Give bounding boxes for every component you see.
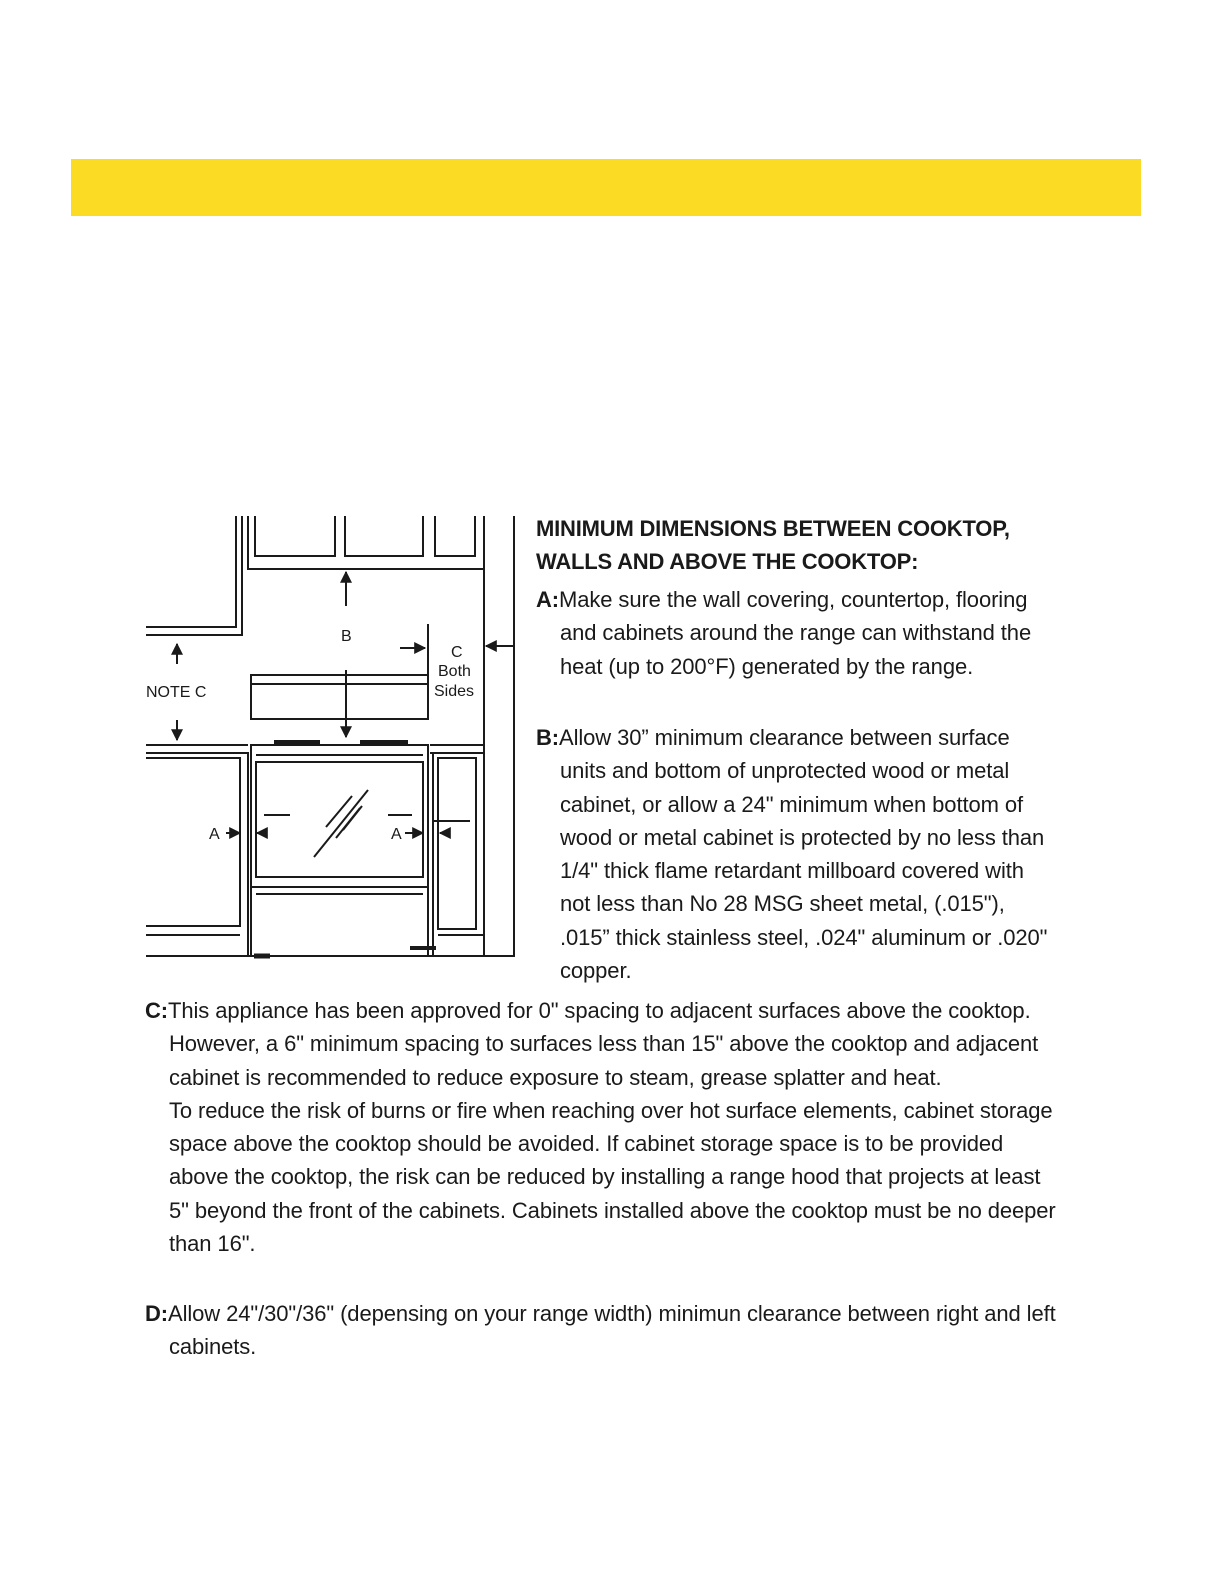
item-c-text-2: To reduce the risk of burns or fire when reaching over hot surface elements, cabinet storage space above the cooktop should be avoided. If cabinet storage space is to be provided above the cooktop, the risk can be reduced by installing a range hood that projects at least 5" beyond the front of the cabinets. Cabinets installed above the cooktop must be no deeper than 16". — [169, 1097, 1056, 1257]
item-a — [536, 583, 1056, 683]
heading-line-2: WALLS AND ABOVE THE COOKTOP: — [536, 549, 919, 574]
item-b-key: B: — [536, 725, 560, 750]
section-heading — [536, 512, 1056, 578]
item-a-text: Make sure the wall covering, countertop, flooring and cabinets around the range can withstand the heat (up to 200°F) generated by the range. — [559, 587, 1032, 679]
header-banner — [71, 159, 1141, 216]
label-b: B — [341, 628, 352, 645]
item-c-key: C: — [145, 998, 169, 1023]
item-c — [145, 994, 1065, 1260]
item-a-key: A: — [536, 587, 560, 612]
item-d — [145, 1297, 1065, 1364]
item-c-text: This appliance has been approved for 0" spacing to adjacent surfaces above the cooktop. However, a 6" minimum spacing to surfaces less than 15" above the cooktop and adjacent cabinet is recommended to reduce exposure to steam, grease splatter and heat. — [168, 998, 1039, 1090]
item-d-text: Allow 24"/30"/36" (depensing on your range width) minimun clearance between right and left cabinets. — [168, 1301, 1056, 1360]
label-c: C — [451, 644, 463, 661]
item-b-text: Allow 30” minimum clearance between surface units and bottom of unprotected wood or metal cabinet, or allow a 24" minimum when bottom of wood or metal cabinet is protected by no less than 1/4" thick flame retardant millboard covered with not less than No 28 MSG sheet metal, (.015"), .015” thick stainless steel, .024" aluminum or .020" copper. — [559, 725, 1048, 984]
heading-line-1: MINIMUM DIMENSIONS BETWEEN COOKTOP, — [536, 516, 1010, 541]
upper-cabinets — [146, 516, 514, 957]
glass-reflection — [264, 790, 412, 857]
clearance-diagram — [140, 512, 520, 964]
base-cabinets — [146, 745, 514, 956]
label-sides: Sides — [434, 683, 475, 700]
label-note-c: NOTE C — [146, 684, 207, 701]
item-b — [536, 721, 1056, 987]
label-a-left: A — [209, 826, 220, 843]
item-d-key: D: — [145, 1301, 169, 1326]
label-both: Both — [438, 663, 471, 680]
label-a-right: A — [391, 826, 402, 843]
